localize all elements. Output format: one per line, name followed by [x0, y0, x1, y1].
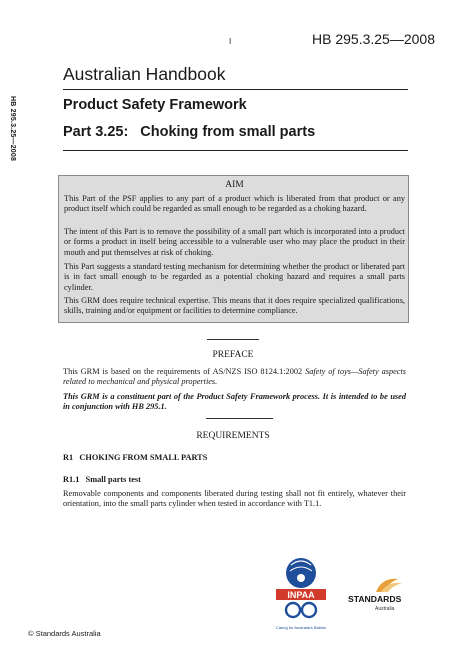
preface-rule [207, 339, 259, 340]
document-code: HB 295.3.25—2008 [312, 31, 435, 47]
r1-number: R1 [63, 453, 74, 462]
preface-paragraph-1 [63, 367, 406, 388]
sa-sub: Australia [375, 606, 395, 612]
r1-title: CHOKING FROM SMALL PARTS [79, 453, 208, 462]
r1-heading [63, 453, 207, 462]
inpaa-ring-right [302, 603, 316, 617]
inpaa-emblem-icon [286, 558, 316, 588]
standards-australia-logo [348, 575, 410, 613]
preface-text: This GRM is based on the requirements of AS/NZS ISO 8124.1:2002 [63, 367, 306, 376]
page-number: I [229, 37, 232, 46]
inpaa-tagline: Caring for Australia's Babies [275, 625, 327, 630]
r11-heading [63, 475, 141, 484]
inpaa-logo [268, 553, 334, 635]
part-name: Choking from small parts [140, 124, 316, 140]
copyright-footer: © Standards Australia [28, 629, 101, 638]
preface-standard-title: Safety of toys—Safety aspects related to mechanical and physical properties. [63, 367, 407, 387]
side-document-code: HB 295.3.25—2008 [9, 96, 16, 162]
inpaa-ring-left [286, 603, 300, 617]
aim-box [58, 175, 409, 323]
title-rule-bottom [63, 150, 408, 151]
r11-number: R1.1 [63, 475, 80, 484]
preface-paragraph-2: This GRM is a constituent part of the Product Safety Framework process. It is intended to be used in conjunction with HB 295.1. [63, 392, 406, 412]
aim-heading: AIM [225, 180, 244, 190]
aim-paragraph-3: This Part suggests a standard testing mechanism for determining whether the product or liberated part is in fact small enough to be regarded as a potential choking hazard and requires a small parts cylinder. [64, 262, 405, 292]
sa-name: STANDARDS [348, 594, 402, 604]
aim-paragraph-1: This Part of the PSF applies to any part of a product which is liberated from that product or any product itself which could be regarded as small enough to be regarded as a choking hazard. [64, 194, 405, 214]
handbook-title: Australian Handbook [63, 64, 226, 84]
r11-title: Small parts test [85, 475, 141, 484]
aim-paragraph-4: This GRM does require technical expertise. This means that it does require specialized qualifications, skills, training and/or equipment or facilities to determine compliance. [64, 296, 405, 316]
requirements-heading: REQUIREMENTS [196, 431, 270, 441]
inpaa-name: INPAA [287, 590, 315, 600]
requirements-rule [206, 418, 273, 419]
preface-heading: PREFACE [212, 350, 254, 360]
part-title [63, 124, 315, 140]
aim-paragraph-2: The intent of this Part is to remove the possibility of a small part which is incorporated into a product or forms a product in itself being accessible to a vulnerable user who may place the product in their mouth and put themselves at risk of choking. [64, 227, 405, 257]
r11-text: Removable components and components liberated during testing shall not fit entirely, whatever their orientation, into the small parts cylinder when tested in accordance with T1.1. [63, 489, 406, 509]
framework-title: Product Safety Framework [63, 97, 247, 113]
title-rule-top [63, 89, 408, 90]
part-number: Part 3.25: [63, 124, 129, 140]
